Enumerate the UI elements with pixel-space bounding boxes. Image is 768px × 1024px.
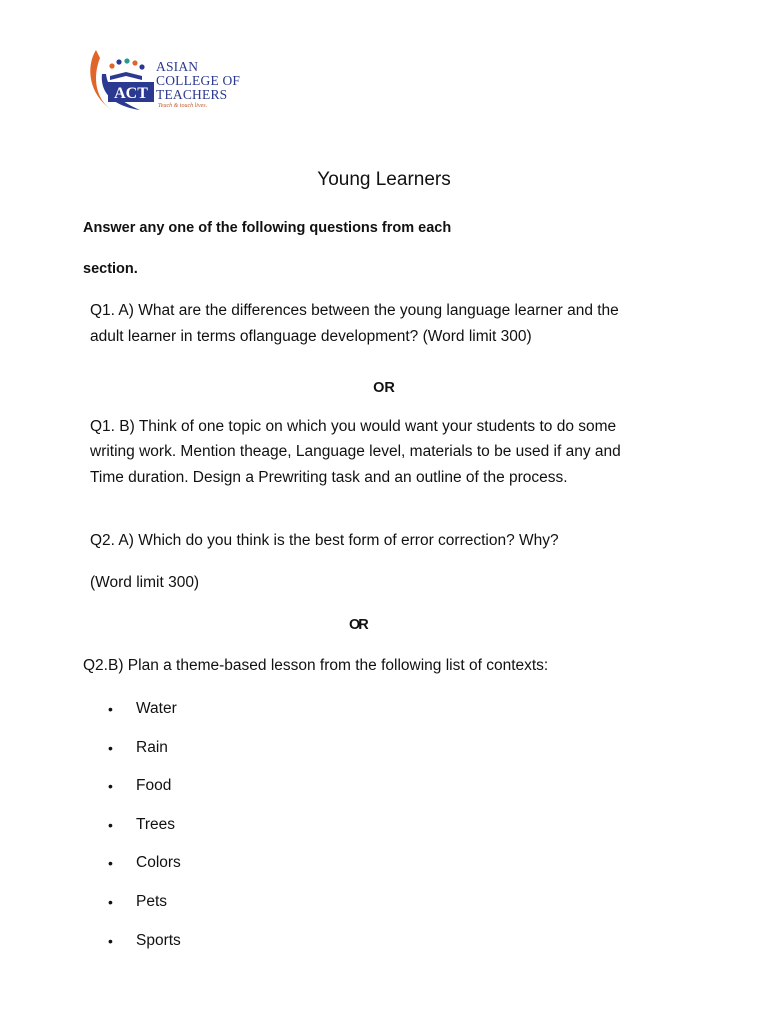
contexts-list <box>108 696 181 966</box>
question-2a-line-2: (Word limit 300) <box>90 574 200 591</box>
or-separator-1: OR <box>373 380 395 396</box>
context-label: Colors <box>136 854 181 872</box>
context-item-pets <box>108 889 181 928</box>
question-1b-line-3: Time duration. Design a Prewriting task and an outline of the process. <box>90 469 568 486</box>
logo-wordmark <box>156 60 240 109</box>
act-emblem-icon <box>82 44 162 116</box>
document-title: Young Learners <box>317 169 451 190</box>
context-label: Pets <box>136 892 168 910</box>
logo-line-college-of: COLLEGE OF <box>156 73 241 88</box>
svg-text:ACT: ACT <box>114 85 148 102</box>
question-2a-line-1: Q2. A) Which do you think is the best form of error correction? Why? <box>90 532 559 549</box>
bullet-icon: • <box>108 701 113 717</box>
question-1a-line-2: adult learner in terms oflanguage development? (Word limit 300) <box>90 328 532 345</box>
context-item-trees <box>108 812 181 851</box>
bullet-icon: • <box>108 778 113 795</box>
bullet-icon: • <box>108 816 113 833</box>
bullet-icon: • <box>108 893 113 910</box>
context-item-rain <box>108 735 181 774</box>
bullet-icon: • <box>108 932 113 949</box>
instruction-line-2: section. <box>83 261 138 277</box>
context-item-food <box>108 773 181 812</box>
context-label: Sports <box>136 931 181 949</box>
context-label: Trees <box>136 815 176 833</box>
bullet-icon: • <box>108 739 113 756</box>
context-item-water <box>108 696 181 735</box>
question-1a-line-1: Q1. A) What are the differences between the young language learner and the <box>90 302 619 319</box>
logo-line-asian: ASIAN <box>156 59 199 74</box>
question-1b-line-1: Q1. B) Think of one topic on which you would want your students to do some <box>90 418 617 435</box>
context-item-colors <box>108 850 181 889</box>
asian-college-of-teachers-logo <box>82 44 252 116</box>
question-1b-line-2: writing work. Mention theage, Language level, materials to be used if any and <box>90 443 621 460</box>
question-2b-line-1: Q2.B) Plan a theme-based lesson from the following list of contexts: <box>83 657 549 674</box>
or-separator-2: OR <box>349 617 367 633</box>
context-item-sports <box>108 928 181 967</box>
logo-tagline: Teach & touch lives. <box>158 103 208 109</box>
context-label: Food <box>136 777 172 795</box>
bullet-icon: • <box>108 855 113 872</box>
logo-line-teachers: TEACHERS <box>156 87 228 102</box>
context-label: Water <box>136 700 177 717</box>
instruction-line-1: Answer any one of the following questions from each <box>83 220 452 236</box>
context-label: Rain <box>136 738 168 756</box>
